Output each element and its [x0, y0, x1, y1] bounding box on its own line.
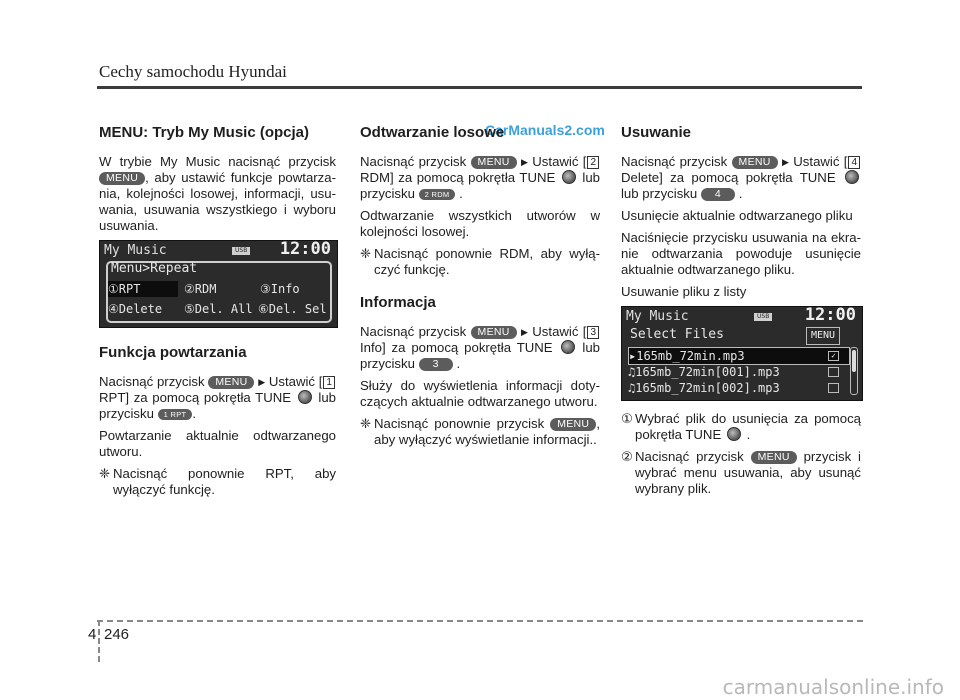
scrollbar	[850, 347, 858, 395]
number-box: 2	[587, 156, 599, 169]
info-text-d: lub przycisku	[360, 340, 600, 371]
section-title-repeat: Funkcja powtarzania	[99, 344, 247, 361]
screen-menu-button: MENU	[806, 327, 840, 345]
section-title-random: Odtwarzanie losowe	[360, 124, 505, 141]
menu-button: MENU	[99, 172, 145, 185]
page-number: 246	[104, 626, 130, 643]
repeat-note	[99, 466, 336, 498]
column-2	[360, 124, 600, 454]
repeat-text-b: Ustawić [	[268, 374, 323, 389]
watermark-top: CarManuals2.com	[485, 122, 605, 138]
random-text-d: lub przycisku	[360, 170, 600, 201]
delete-current-heading: Usunięcie aktualnie odtwarzanego pliku	[621, 208, 853, 223]
chapter-number: 4	[88, 626, 97, 643]
section-title-delete: Usuwanie	[621, 124, 692, 141]
arrow-right-icon: ▶	[521, 157, 528, 167]
repeat-menu-screen	[99, 240, 338, 328]
info-text-c: Info] za pomocą pokrętła TUNE	[360, 340, 553, 355]
tune-knob-icon	[298, 390, 312, 404]
screen-title: My Music	[626, 309, 689, 324]
screen-title: My Music	[104, 243, 167, 258]
file-row	[628, 380, 780, 396]
checked-checkbox-icon: ✓	[828, 351, 839, 361]
number-box: 3	[587, 326, 599, 339]
delete-instructions: Nacisnąć przycisk MENU ▶ Ustawić [ 4 Delete] za pomocą pokrętła TUNE lub przycisku 4 .	[621, 154, 861, 202]
selected-arrow-icon: ▸	[629, 349, 637, 363]
screen-clock: 12:00	[279, 240, 331, 259]
random-text-b: Ustawić [	[532, 154, 587, 169]
note-icon: ❈	[99, 466, 111, 481]
intro-paragraph	[99, 154, 336, 234]
step-1-text: Wybrać plik do usunięcia za pomocą pokrętła TUNE .	[635, 411, 861, 442]
menu-item-delete: ④Delete	[108, 302, 163, 316]
menu-button: MENU	[471, 326, 517, 339]
music-note-icon: ♫	[628, 381, 636, 395]
repeat-text-a: Nacisnąć przycisk	[99, 374, 205, 389]
delete-text-a: Nacisnąć przycisk	[621, 154, 728, 169]
menu-button: MENU	[208, 376, 254, 389]
delete-list-heading: Usuwanie pliku z listy	[621, 284, 747, 299]
music-note-icon: ♫	[628, 365, 636, 379]
info-note-text-a: Nacisnąć ponownie przycisk	[374, 416, 545, 431]
usb-badge: USB	[754, 313, 772, 321]
info-note-text	[374, 416, 600, 448]
repeat-text-d: lub przycisku	[99, 390, 336, 421]
rdm-button: 2 RDM	[419, 189, 456, 200]
repeat-description: Powtarzanie aktualnie odtwarzanego utworu.	[99, 428, 336, 459]
menu-button: MENU	[751, 451, 797, 464]
delete-text-c: Delete] za pomocą pokrętła TUNE	[621, 170, 836, 185]
button-3: 3	[419, 358, 453, 371]
file-row	[628, 347, 850, 365]
step-1	[621, 411, 861, 443]
column-3	[621, 124, 861, 503]
delete-current-description: Naciśnięcie przycisku usuwania na ekra-nie odtwarzania powoduje usunięcie aktualnie odtwarzanego pliku.	[621, 230, 861, 277]
tune-knob-icon	[561, 340, 575, 354]
file-name: 165mb_72min.mp3	[636, 349, 745, 363]
step-2-text	[635, 449, 861, 497]
tune-knob-icon	[562, 170, 576, 184]
repeat-instructions: Nacisnąć przycisk MENU ▶ Ustawić [ 1 RPT] za pomocą pokrętła TUNE lub przycisku 1 RPT .	[99, 374, 336, 421]
info-text-a: Nacisnąć przycisk	[360, 324, 467, 339]
checkbox-icon	[828, 367, 839, 377]
footer-divider	[98, 620, 100, 662]
section-title-mymusic: MENU: Tryb My Music (opcja)	[99, 124, 310, 141]
delete-text-d: lub przycisku	[621, 186, 698, 201]
number-box: 4	[848, 156, 860, 169]
intro-text-a: W trybie My Music nacisnąć przycisk	[99, 154, 336, 169]
screen-header: Select Files	[630, 327, 724, 342]
menu-item-rpt: ①RPT	[108, 281, 178, 297]
file-name: 165mb_72min[001].mp3	[635, 365, 780, 379]
random-description: Odtwarzanie wszystkich utworów w kolejności losowej.	[360, 208, 600, 239]
intro-text-b: , aby ustawić funkcje powtarza-nia, kolejności losowej, informacji, usu-wania, usuwania wszystkiego i wyboru usuwania.	[99, 170, 336, 233]
arrow-right-icon: ▶	[258, 377, 266, 387]
step-1-text-a: Wybrać plik do usunięcia za pomocą pokrętła TUNE	[635, 411, 861, 442]
usb-badge: USB	[232, 247, 250, 255]
random-text-c: RDM] za pomocą pokrętła TUNE	[360, 170, 556, 185]
menu-button: MENU	[550, 418, 596, 431]
tune-knob-icon	[727, 427, 741, 441]
checkbox-icon	[828, 383, 839, 393]
file-name: 165mb_72min[002].mp3	[635, 381, 780, 395]
info-instructions: Nacisnąć przycisk MENU ▶ Ustawić [ 3 Info] za pomocą pokrętła TUNE lub przycisku 3 .	[360, 324, 600, 371]
rpt-button: 1 RPT	[158, 409, 193, 420]
watermark-bottom: carmanualsonline.info	[722, 675, 944, 699]
random-note	[360, 246, 600, 278]
repeat-note-text: Nacisnąć ponownie RPT, aby wyłączyć funkcję.	[113, 466, 336, 497]
select-files-screen	[621, 306, 863, 401]
info-description: Służy do wyświetlenia informacji doty-czących aktualnie odtwarzanego utworu.	[360, 378, 600, 409]
menu-button: MENU	[471, 156, 517, 169]
menu-item-info: ③Info	[260, 282, 300, 296]
menu-item-del-all: ⑤Del. All	[184, 302, 253, 316]
menu-path: Menu>Repeat	[111, 261, 198, 276]
info-note	[360, 416, 600, 448]
tune-knob-icon	[845, 170, 859, 184]
step-2-number: ②	[621, 449, 633, 464]
arrow-right-icon: ▶	[521, 327, 528, 337]
random-note-text: Nacisnąć ponownie RDM, aby wyłą-czyć funkcję.	[374, 246, 600, 277]
step-2	[621, 449, 861, 497]
button-4: 4	[701, 188, 735, 201]
random-instructions: Nacisnąć przycisk MENU ▶ Ustawić [ 2 RDM] za pomocą pokrętła TUNE lub przycisku 2 RDM .	[360, 154, 600, 201]
column-1	[99, 124, 336, 504]
step-2-text-b: przycisk i wybrać menu usuwania, aby usunąć wybrany plik.	[635, 449, 861, 496]
delete-text-b: Ustawić [	[793, 154, 848, 169]
menu-item-del-sel: ⑥Del. Sel	[258, 302, 327, 316]
info-note-text-b: , aby wyłączyć wyświetlanie informacji..	[374, 416, 600, 447]
section-title-info: Informacja	[360, 294, 436, 311]
menu-button: MENU	[732, 156, 778, 169]
step-1-number: ①	[621, 411, 633, 426]
step-2-text-a: Nacisnąć przycisk	[635, 449, 744, 464]
scroll-thumb	[852, 350, 856, 372]
number-box: 1	[323, 376, 335, 389]
file-row	[628, 364, 780, 380]
repeat-text-c: RPT] za pomocą pokrętła TUNE	[99, 390, 292, 405]
note-icon: ❈	[360, 416, 372, 431]
screen-clock: 12:00	[804, 306, 856, 325]
random-text-a: Nacisnąć przycisk	[360, 154, 467, 169]
header-rule	[97, 86, 862, 89]
arrow-right-icon: ▶	[782, 157, 789, 167]
info-text-b: Ustawić [	[532, 324, 587, 339]
footer-rule	[97, 620, 863, 622]
note-icon: ❈	[360, 246, 372, 261]
menu-item-rdm: ②RDM	[184, 282, 217, 296]
page-header: Cechy samochodu Hyundai	[99, 62, 287, 81]
